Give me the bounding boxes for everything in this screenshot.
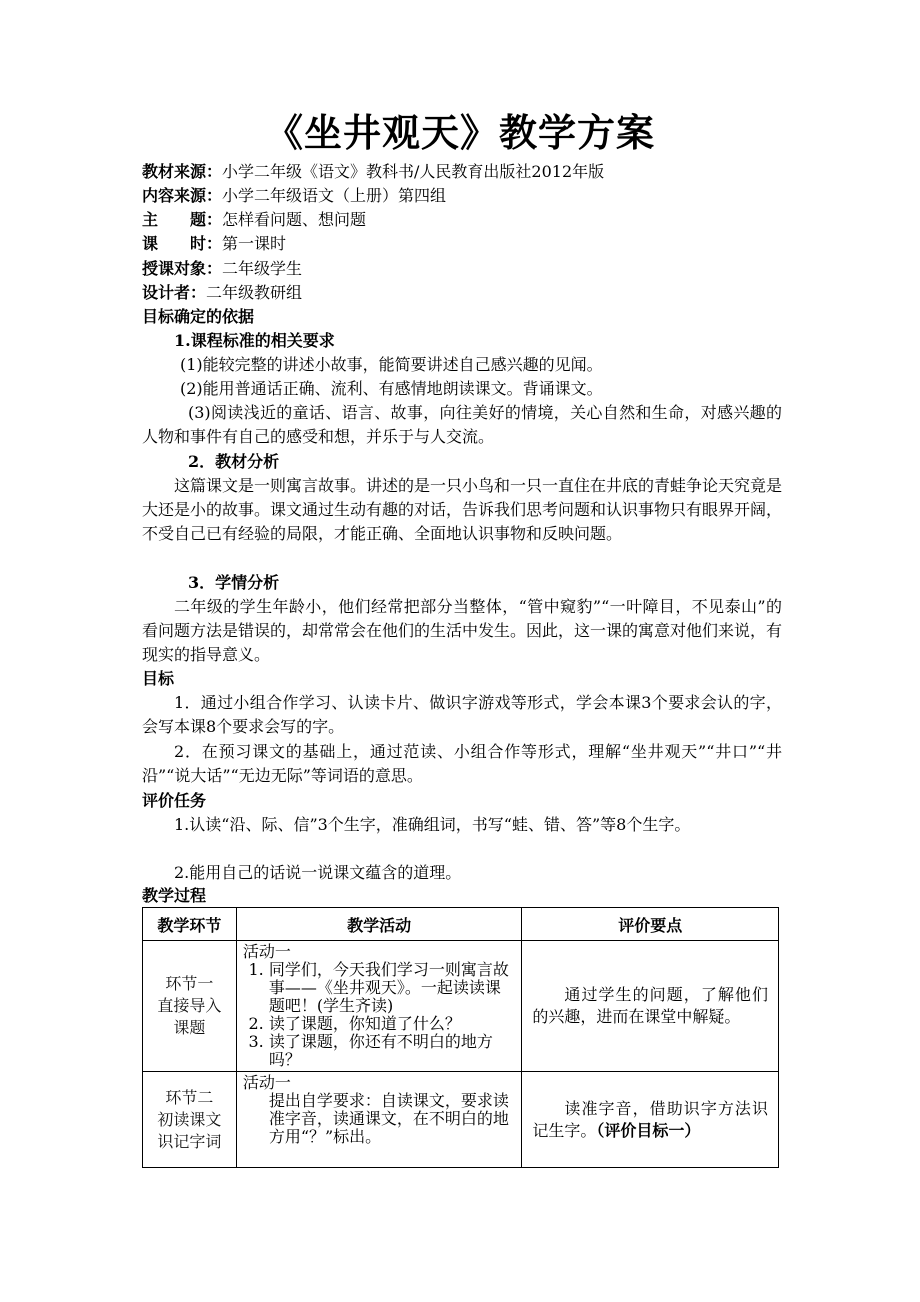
list-item: 3. 读了课题，你还有不明白的地方吗？	[269, 1033, 516, 1069]
textbook-analysis-text: 这篇课文是一则寓言故事。讲述的是一只小鸟和一只一直住在井底的青蛙争论天究竟是大还是小的故事。课文通过生动有趣的对话，告诉我们思考问题和认识事物只有眼界开阔，不受自己已有经验的局限，才能正确、全面地认识事物和反映问题。	[142, 476, 783, 543]
section-process-heading: 教学过程	[142, 886, 207, 905]
document-title: 《坐井观天》教学方案	[264, 111, 655, 155]
table-row	[143, 1072, 779, 1168]
section-goals-heading: 目标	[142, 669, 175, 688]
header-activity: 教学活动	[236, 908, 522, 941]
activity-cell	[236, 941, 522, 1072]
evaluation-cell: 读准字音，借助识字方法识记生字。（评价目标一）	[522, 1072, 779, 1168]
stage-cell: 环节二 初读课文 识记字词	[143, 1072, 237, 1168]
meta-content-source: 内容来源：小学二年级语文（上册）第四组	[142, 186, 447, 205]
meta-audience: 授课对象：二年级学生	[142, 259, 303, 278]
activity-text: 提出自学要求：自读课文，要求读准字音，读通课文，在不明白的地方用“？”标出。	[268, 1091, 509, 1146]
header-evaluation: 评价要点	[522, 908, 779, 941]
meta-designer: 设计者：二年级教研组	[142, 283, 303, 302]
teaching-process-table	[142, 907, 779, 1168]
header-stage: 教学环节	[143, 908, 237, 941]
table-row	[143, 941, 779, 1072]
section-basis-heading: 目标确定的依据	[142, 307, 255, 326]
list-item: 2. 读了课题，你知道了什么？	[269, 1015, 516, 1033]
meta-textbook-source: 教材来源：小学二年级《语文》教科书/人民教育出版社2012年版	[142, 162, 605, 181]
activity-list	[243, 961, 516, 1069]
subheading-curriculum-standard: 1.课程标准的相关要求	[174, 331, 335, 350]
stage-cell: 环节一 直接导入 课题	[143, 941, 237, 1072]
table-header-row	[143, 908, 779, 941]
subheading-textbook-analysis: 2．教材分析	[188, 452, 280, 471]
meta-theme: 主 题：怎样看问题、想问题	[142, 210, 367, 229]
goal-item-1: 1．通过小组合作学习、认读卡片、做识字游戏等形式，学会本课3个要求会认的字，会写本课8个要求会写的字。	[142, 693, 782, 736]
evaluation-cell: 通过学生的问题，了解他们的兴趣，进而在课堂中解疑。	[522, 941, 779, 1072]
standard-item-1: (1)能较完整的讲述小故事，能简要讲述自己感兴趣的见闻。	[180, 355, 603, 374]
evaluation-task-2: 2.能用自己的话说一说课文蕴含的道理。	[174, 863, 462, 882]
evaluation-task-1: 1.认读“沿、际、信”3个生字，准确组词，书写“蛙、错、答”等8个生字。	[174, 815, 691, 834]
activity-cell	[236, 1072, 522, 1168]
meta-lesson: 课 时：第一课时	[142, 234, 287, 253]
evaluation-goal-ref: （评价目标一）	[596, 1120, 701, 1140]
activity-title: 活动一	[242, 1073, 291, 1092]
standard-item-2: (2)能用普通话正确、流利、有感情地朗读课文。背诵课文。	[180, 379, 603, 398]
list-item: 1. 同学们，今天我们学习一则寓言故事——《坐井观天》。一起读读课题吧！(学生齐读)	[269, 961, 516, 1015]
activity-title: 活动一	[242, 942, 291, 961]
learner-analysis-text: 二年级的学生年龄小，他们经常把部分当整体，“管中窥豹”“一叶障目，不见泰山”的看问题方法是错误的，却常常会在他们的生活中发生。因此，这一课的寓意对他们来说，有现实的指导意义。	[142, 597, 783, 664]
subheading-learner-analysis: 3．学情分析	[188, 573, 280, 592]
standard-item-3: (3)阅读浅近的童话、语言、故事，向往美好的情境，关心自然和生命，对感兴趣的人物和事件有自己的感受和想，并乐于与人交流。	[142, 403, 782, 446]
goal-item-2: 2．在预习课文的基础上，通过范读、小组合作等形式，理解“坐井观天”“井口”“井沿”“说大话”“无边无际”等词语的意思。	[142, 742, 782, 785]
section-evaluation-heading: 评价任务	[142, 791, 207, 810]
